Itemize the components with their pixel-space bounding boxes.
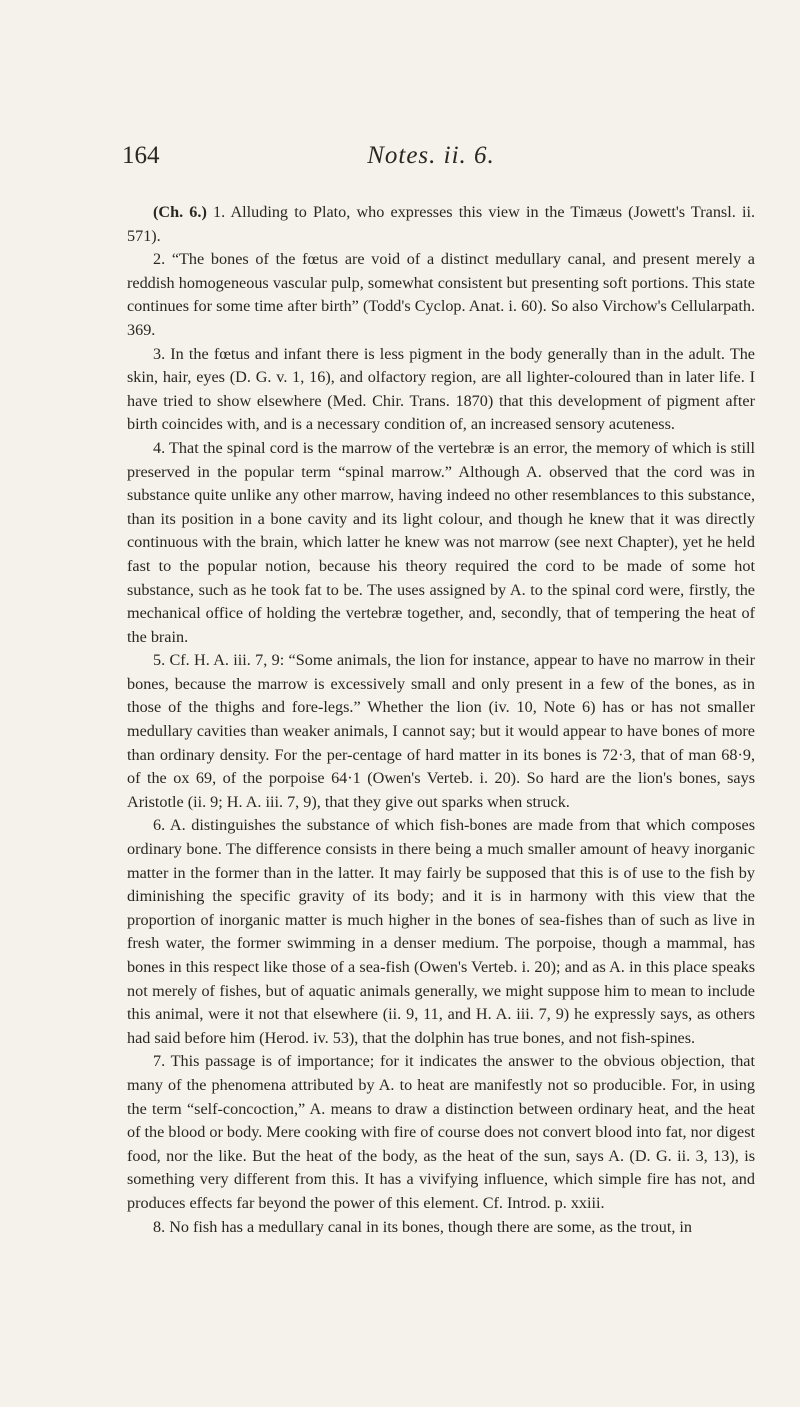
note-7: 7. This passage is of importance; for it indicates the answer to the obvious objection, that many of the phenomena attributed by A. to heat are manifestly not so producible. For, in using the term “self-concoction,” A. means to draw a distinction between ordinary heat, and the heat of the blood or body. Mere cooking with fire of course does not convert blood into fat, nor digest food, nor the like. But the heat of the body, as the heat of the sun, says A. (D. G. ii. 3, 13), is something very different from this. It has a vivifying influence, which simple fire has not, and produces effects far beyond the power of this element. Cf. Introd. p. xxiii. — [127, 1052, 755, 1212]
note-2: 2. “The bones of the fœtus are void of a distinct medullary canal, and present merely a reddish homogeneous vascular pulp, somewhat consistent but presenting soft portions. This state continues for some time after birth” (Todd's Cyclop. Anat. i. 60). So also Virchow's Cellularpath. 369. — [127, 250, 755, 339]
page-number: 164 — [122, 142, 160, 169]
running-title: Notes. ii. 6. — [367, 142, 495, 169]
note-8: 8. No fish has a medullary canal in its bones, though there are some, as the trout, in — [153, 1217, 693, 1236]
chapter-label: (Ch. 6.) — [153, 203, 207, 221]
note-6: 6. A. distinguishes the substance of which fish-bones are made from that which composes ordinary bone. The difference consists in there being a much smaller amount of heavy inorganic matter in the former than in the latter. It may fairly be supposed that this is of use to the fish by diminishing the specific gravity of its body; and it is in harmony with this view that the proportion of inorganic matter is much higher in the bones of sea-fishes than of such as live in fresh water, the former swimming in a denser medium. The porpoise, though a mammal, has bones in this respect like those of a sea-fish (Owen's Verteb. i. 20); and as A. in this place speaks not merely of fishes, but of aquatic animals generally, we might suppose him to mean to include this animal, were it not that elsewhere (ii. 9, 11, and H. A. iii. 7, 9) he expressly says, as others had said before him (Herod. iv. 53), that the dolphin has true bones, and not fish-spines. — [127, 816, 755, 1047]
note-1 — [127, 201, 755, 248]
note-4: 4. That the spinal cord is the marrow of the vertebræ is an error, the memory of which is still preserved in the popular term “spinal marrow.” Although A. observed that the cord was in substance quite unlike any other marrow, having indeed no other resemblances to this substance, than its position in a bone cavity and its light colour, and though he knew that it was directly continuous with the brain, which latter he knew was not marrow (see next Chapter), yet he held fast to the popular notion, because his theory required the cord to be made of some hot substance, such as he took fat to be. The uses assigned by A. to the spinal cord were, firstly, the mechanical office of holding the vertebræ together, and, secondly, that of tempering the heat of the brain. — [127, 438, 755, 646]
notes-body — [127, 201, 755, 1239]
note-5: 5. Cf. H. A. iii. 7, 9: “Some animals, the lion for instance, appear to have no marrow in their bones, because the marrow is excessively small and only present in a few of the bones, as in those of the thighs and fore-legs.” Whether the lion (iv. 10, Note 6) has or has not smaller medullary cavities than weaker animals, I cannot say; but it would appear to have bones of more than ordinary density. For the per-centage of hard matter in its bones is 72·3, that of man 68·9, of the ox 69, of the porpoise 64·1 (Owen's Verteb. i. 20). So hard are the lion's bones, says Aristotle (ii. 9; H. A. iii. 7, 9), that they give out sparks when struck. — [127, 651, 755, 811]
note-text: 1. Alluding to Plato, who expresses this view in the Timæus (Jowett's Transl. ii. 571). — [127, 203, 755, 245]
note-3: 3. In the fœtus and infant there is less pigment in the body generally than in the adult. The skin, hair, eyes (D. G. v. 1, 16), and olfactory region, are all lighter-coloured than in later life. I have tried to show elsewhere (Med. Chir. Trans. 1870) that this development of pigment after birth coincides with, and is a necessary condition of, an increased sensory acuteness. — [127, 344, 755, 434]
running-head — [122, 142, 740, 178]
